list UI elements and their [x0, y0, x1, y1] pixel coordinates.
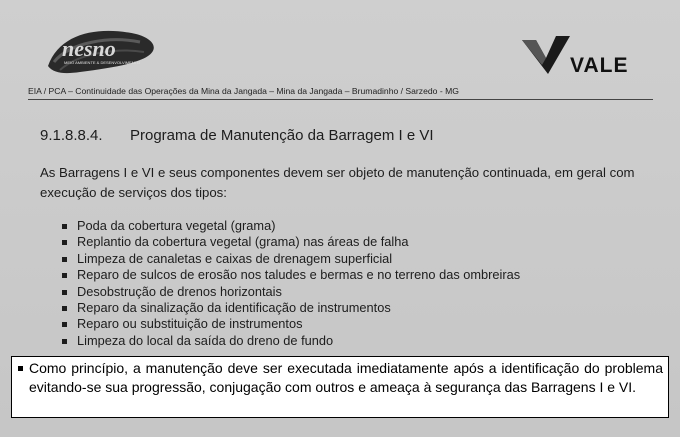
- list-item: Desobstrução de drenos horizontais: [62, 284, 520, 300]
- bullet-icon: [62, 224, 67, 229]
- brandt-logo: [40, 22, 170, 84]
- list-item: Reparo ou substituição de instrumentos: [62, 316, 520, 332]
- bullet-icon: [62, 257, 67, 262]
- section-number: 9.1.8.8.4.: [40, 127, 103, 144]
- bullet-icon: [62, 273, 67, 278]
- section-heading: [40, 127, 434, 144]
- header-divider: [28, 99, 653, 100]
- list-item: Reparo de sulcos de erosão nos taludes e bermas e no terreno das ombreiras: [62, 267, 520, 283]
- logo-wordmark: nesno: [62, 36, 116, 61]
- list-item: Limpeza de canaletas e caixas de drenagem superficial: [62, 251, 520, 267]
- services-list: [62, 218, 520, 349]
- document-subtitle: EIA / PCA – Continuidade das Operações da Mina da Jangada – Mina da Jangada – Brumadinho / Sarzedo - MG: [28, 86, 459, 96]
- bullet-icon: [18, 366, 23, 371]
- list-item: Poda da cobertura vegetal (grama): [62, 218, 520, 234]
- bullet-icon: [62, 322, 67, 327]
- callout-text: Como princípio, a manutenção deve ser executada imediatamente após a identificação do problema evitando-se sua progressão, conjugação com outros e ameaça à segurança das Barragens I e VI.: [29, 360, 663, 395]
- logo-tagline: MEIO AMBIENTE & DESENVOLVIMENTO: [64, 60, 141, 65]
- bullet-icon: [62, 306, 67, 311]
- document-header: [0, 0, 680, 105]
- vale-wordmark: VALE: [570, 54, 629, 77]
- bullet-icon: [62, 339, 67, 344]
- highlight-callout: [11, 356, 669, 418]
- bullet-icon: [62, 240, 67, 245]
- list-item: Reparo da sinalização da identificação de instrumentos: [62, 300, 520, 316]
- list-item: Replantio da cobertura vegetal (grama) nas áreas de falha: [62, 234, 520, 250]
- bullet-icon: [62, 290, 67, 295]
- intro-paragraph: As Barragens I e VI e seus componentes devem ser objeto de manutenção continuada, em geral com execução de serviços dos tipos:: [40, 165, 635, 200]
- list-item: Limpeza do local da saída do dreno de fundo: [62, 333, 520, 349]
- vale-v-icon: [520, 32, 572, 76]
- section-title: Programa de Manutenção da Barragem I e VI: [130, 127, 434, 144]
